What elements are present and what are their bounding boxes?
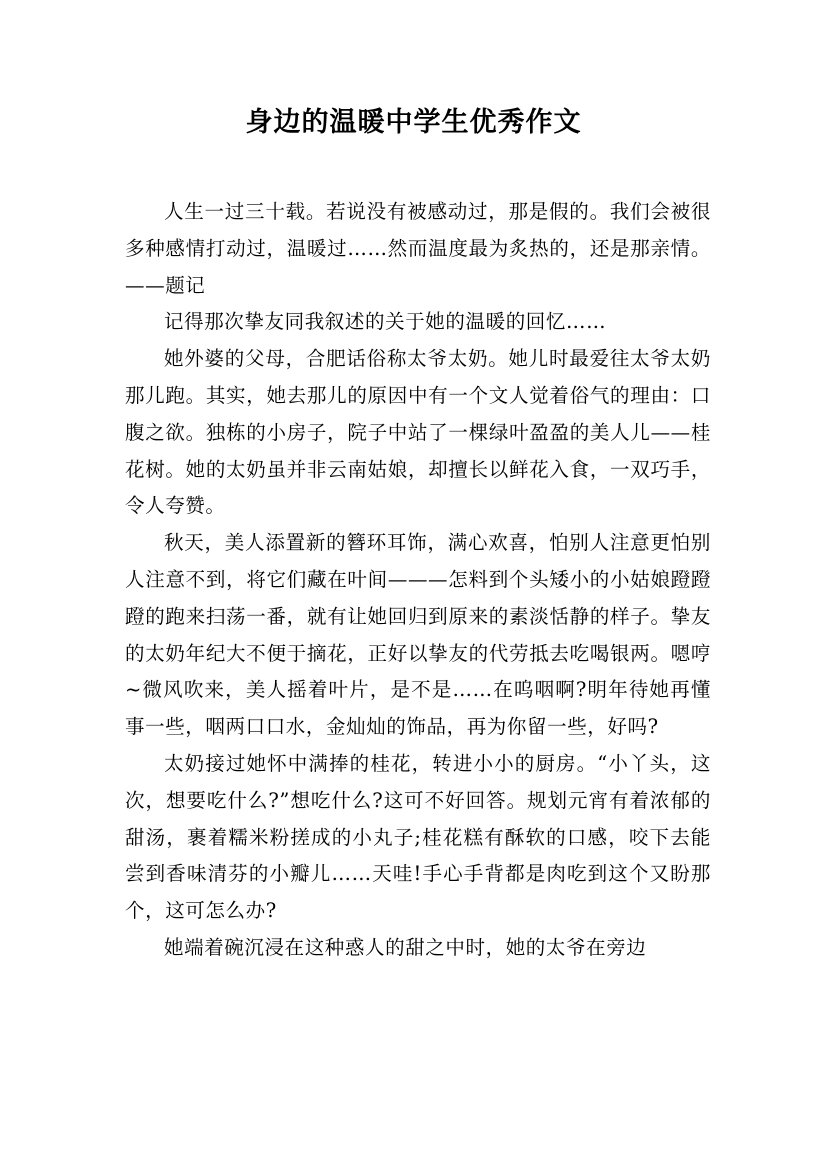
paragraph-intro: 记得那次挚友同我叙述的关于她的温暖的回忆…… <box>164 310 607 334</box>
paragraph-autumn: 秋天，美人添置新的簪环耳饰，满心欢喜，怕别人注意更怕别人注意不到，将它们藏在叶间———怎料到个头矮小的小姑娘蹬蹬蹬的跑来扫荡一番，就有让她回归到原来的素淡恬静的样子。挚友的太奶年纪大不便于摘花，正好以挚友的代劳抵去吃喝银两。嗯哼~微风吹来，美人摇着叶片，是不是……在呜咽啊?明年待她再懂事一些，咽两口口水，金灿灿的饰品，再为你留一些，好吗? <box>125 531 711 739</box>
paragraph-great-grandparents: 她外婆的父母，合肥话俗称太爷太奶。她儿时最爱往太爷太奶那儿跑。其实，她去那儿的原因中有一个文人觉着俗气的理由：口腹之欲。独栋的小房子，院子中站了一棵绿叶盈盈的美人儿——桂花树。她的太奶虽并非云南姑娘，却擅长以鲜花入食，一双巧手，令人夸赞。 <box>125 347 711 518</box>
paragraph-kitchen: 太奶接过她怀中满捧的桂花，转进小小的厨房。“小丫头，这次，想要吃什么?”想吃什么?这可不好回答。规划元宵有着浓郁的甜汤，裹着糯米粉搓成的小丸子;桂花糕有酥软的口感，咬下去能尝到香味清芬的小瓣儿……天哇!手心手背都是肉吃到这个又盼那个，这可怎么办? <box>125 751 711 923</box>
document-body <box>125 194 711 967</box>
document-title: 身边的温暖中学生优秀作文 <box>245 107 582 138</box>
paragraph-epigraph: 人生一过三十载。若说没有被感动过，那是假的。我们会被很多种感情打动过，温暖过……然而温度最为炙热的，还是那亲情。——题记 <box>125 200 711 297</box>
paragraph-bowl: 她端着碗沉浸在这种惑人的甜之中时，她的太爷在旁边 <box>164 935 647 959</box>
